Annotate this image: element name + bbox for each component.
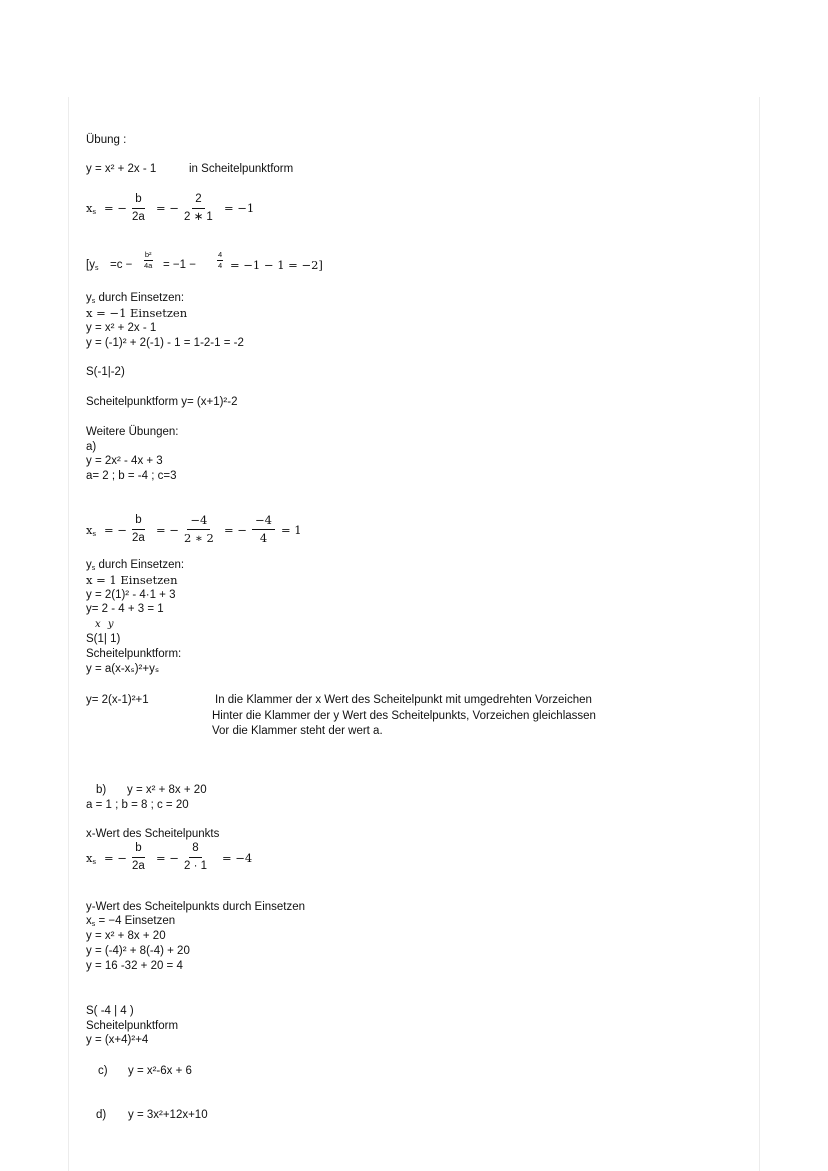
xs-equals-minus-2: = − <box>156 201 179 215</box>
fraction-b-over-2a: $\frac{b}{2a}$ <box>132 193 145 223</box>
note-line-2: Hinter die Klammer der y Wert des Scheitelpunkts, Vorzeichen gleichlassen <box>212 710 596 722</box>
exercise-title: Übung : <box>86 134 127 146</box>
exercise-equation: y = x² + 2x - 1 <box>86 163 157 175</box>
a-step-3: y= 2 - 4 + 3 = 1 <box>86 603 164 615</box>
further-heading: Weitere Übungen: <box>86 426 179 438</box>
a-handwritten-xy: x y <box>95 619 116 630</box>
xs-label: $x_s$ <box>86 201 97 216</box>
a-fraction-m4-over-2x2: $\frac{-4}{2 ∗ 2}$ <box>184 513 214 545</box>
a-vertex: S(1| 1) <box>86 633 121 645</box>
part-b-label: b) <box>96 784 107 796</box>
part-c-label: c) <box>98 1065 108 1077</box>
b-xs-label: $x_s$ <box>86 851 97 866</box>
xs-equals-minus: = − <box>104 201 127 215</box>
part-d-label: d) <box>96 1109 107 1121</box>
b-x-heading: x-Wert des Scheitelpunkts <box>86 828 220 840</box>
part-b-coefficients: a = 1 ; b = 8 ; c = 20 <box>86 799 189 811</box>
note-line-1: In die Klammer der x Wert des Scheitelpunkt mit umgedrehten Vorzeichen <box>215 694 592 706</box>
ys-open: [$y_s$ <box>86 259 99 272</box>
b-fraction-8-over-2x1: $\frac{8}{2 \cdot 1}$ <box>184 842 208 872</box>
a-form-result: y= 2(x-1)²+1 <box>86 694 149 706</box>
part-a-coefficients: a= 2 ; b = -4 ; c=3 <box>86 470 177 482</box>
a-ys-heading: $y_s$ durch Einsetzen: <box>86 559 185 572</box>
a-fraction-b-over-2a: $\frac{b}{2a}$ <box>132 514 145 544</box>
note-line-3: Vor die Klammer steht der wert a. <box>212 725 383 737</box>
a-fraction-m4-over-4: $\frac{-4}{4}$ <box>252 514 275 545</box>
a-xs-label: $x_s$ <box>86 523 97 538</box>
fraction-4-over-4: $\frac{4}{4}$ <box>218 250 223 270</box>
b-eq2: = − <box>156 851 179 865</box>
fraction-b2-over-4a: $\frac{\text{b²}}{4a}$ <box>144 250 153 270</box>
b-fraction-b-over-2a: $\frac{b}{2a}$ <box>132 842 145 872</box>
fraction-2-over-2x1: $\frac{2}{2 ∗ 1}$ <box>184 193 213 223</box>
part-b-equation: y = x² + 8x + 20 <box>127 784 207 796</box>
a-eq2: = − <box>156 523 179 537</box>
part-c-equation: y = x²-6x + 6 <box>128 1065 192 1077</box>
b-step-1: $x_s = -4$ Einsetzen <box>86 915 176 928</box>
ys-result: = −1 − 1 = −2] <box>230 258 323 272</box>
b-form-heading: Scheitelpunktform <box>86 1020 179 1032</box>
a-step-1: x = 1 Einsetzen <box>86 573 178 587</box>
step-3: y = (-1)² + 2(-1) - 1 = 1-2-1 = -2 <box>86 337 244 349</box>
a-result: = 1 <box>281 523 302 537</box>
b-eq1: = − <box>104 851 127 865</box>
vertex-form: Scheitelpunktform y= (x+1)²-2 <box>86 396 238 408</box>
b-step-2: y = x² + 8x + 20 <box>86 930 166 942</box>
step-2: y = x² + 2x - 1 <box>86 322 157 334</box>
xs-result: = −1 <box>224 201 255 215</box>
ys-heading: $y_s$ durch Einsetzen: <box>86 292 185 305</box>
b-y-heading: y-Wert des Scheitelpunkts durch Einsetzen <box>86 901 306 913</box>
part-a-label: a) <box>86 441 97 453</box>
b-vertex: S( -4 | 4 ) <box>86 1005 134 1017</box>
ys-eq-c: =c − <box>110 259 133 271</box>
part-d-equation: y = 3x²+12x+10 <box>128 1109 208 1121</box>
b-step-4: y = 16 -32 + 20 = 4 <box>86 960 183 972</box>
a-eq3: = − <box>224 523 247 537</box>
ys-mid: = −1 − <box>163 259 196 271</box>
b-result: = −4 <box>222 851 253 865</box>
a-form-general: y = a(x-xₛ)²+yₛ <box>86 663 160 675</box>
a-step-2: y = 2(1)² - 4·1 + 3 <box>86 589 176 601</box>
a-form-heading: Scheitelpunktform: <box>86 648 182 660</box>
vertex: S(-1|-2) <box>86 366 125 378</box>
step-1: x = −1 Einsetzen <box>86 306 188 320</box>
exercise-task: in Scheitelpunktform <box>189 163 294 175</box>
b-form-result: y = (x+4)²+4 <box>86 1034 149 1046</box>
b-step-3: y = (-4)² + 8(-4) + 20 <box>86 945 190 957</box>
part-a-equation: y = 2x² - 4x + 3 <box>86 455 163 467</box>
a-eq1: = − <box>104 523 127 537</box>
